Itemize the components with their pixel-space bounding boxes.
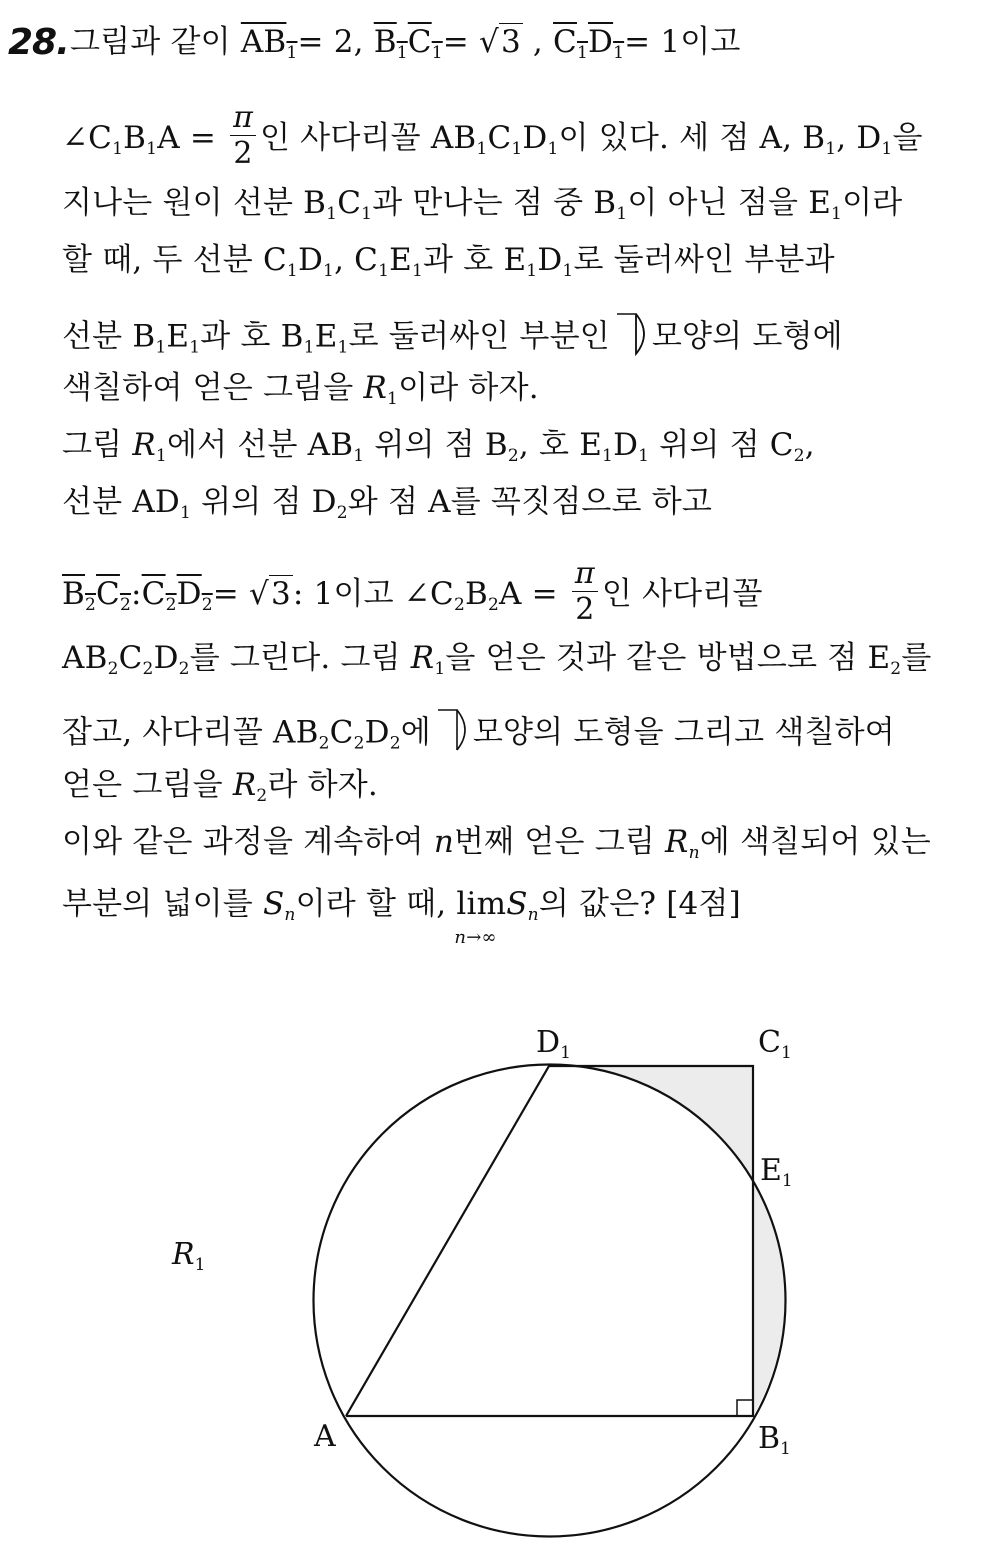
label-c1: $C_1$ xyxy=(758,1025,792,1063)
problem-line-9: $B_2C_2:C_2D_2= √3$: 1이고 $\angle C_2B_2A$ = $\frac{\pi}{2}$ 인 사다리꼴 xyxy=(62,556,763,627)
circumcircle xyxy=(314,1065,786,1537)
segment-ab1: $AB_1$ xyxy=(240,24,298,63)
problem-line-10: $AB_2C_2D_2$를 그린다. 그림 $R_1$을 얻은 것과 같은 방법으로 점 $E_2$를 xyxy=(62,640,932,679)
shaded-shape-icon-2 xyxy=(435,704,469,756)
problem-line-4: 할 때, 두 선분 $C_1D_1$, $C_1E_1$과 호 $E_1D_1$로 둘러싸인 부분과 xyxy=(62,242,835,281)
shaded-shape-icon xyxy=(614,308,648,360)
problem-line-13: 이와 같은 과정을 계속하여 n번째 얻은 그림 $R_n$에 색칠되어 있는 xyxy=(62,824,931,863)
problem-number: 28. xyxy=(8,22,69,63)
right-angle-marker xyxy=(737,1400,753,1416)
problem-line-6: 색칠하여 얻은 그림을 $R_1$이라 하자. xyxy=(62,370,539,409)
problem-line-7: 그림 $R_1$에서 선분 $AB_1$ 위의 점 $B_2$, 호 $E_1D_1$ 위의 점 $C_2$, xyxy=(62,427,815,466)
geometry-figure xyxy=(0,980,989,1560)
limit-expression: lim n→∞ xyxy=(454,886,507,948)
fraction-pi-over-2-second: $\frac{\pi}{2}$ xyxy=(572,557,598,628)
segment-c1d1: $C_1D_1$ xyxy=(553,24,625,63)
sqrt-3: √3 xyxy=(478,24,521,60)
label-r1: $R_1$ xyxy=(172,1237,206,1275)
problem-line-3: 지나는 원이 선분 $B_1C_1$과 만나는 점 중 $B_1$이 아닌 점을 $E_1$이라 xyxy=(62,185,903,224)
problem-line-2: $\angle C_1B_1A$ = $\frac{\pi}{2}$ 인 사다리꼴 $AB_1C_1D_1$이 있다. 세 점 A, $B_1$, $D_1$을 xyxy=(62,100,923,171)
sqrt-3-ratio: √3 xyxy=(248,576,291,612)
problem-line-12: 얻은 그림을 $R_2$라 하자. xyxy=(62,767,378,806)
shaded-region-top xyxy=(549,1066,753,1180)
label-b1: $B_1$ xyxy=(758,1421,791,1459)
trapezoid xyxy=(346,1066,753,1416)
label-e1: $E_1$ xyxy=(760,1153,793,1191)
problem-line-1: 그림과 같이 $AB_1= 2$, $B_1C_1= √3$ , $C_1D_1= 1$이고 xyxy=(70,24,741,63)
segment-b1c1: $B_1C_1$ xyxy=(373,24,443,63)
fraction-pi-over-2: $\frac{\pi}{2}$ xyxy=(230,101,256,172)
problem-line-11: 잡고, 사다리꼴 $AB_2C_2D_2$에 모양의 도형을 그리고 색칠하여 xyxy=(62,708,895,760)
label-a: A xyxy=(314,1419,336,1454)
label-d1: $D_1$ xyxy=(536,1025,571,1063)
segment-b2c2: $B_2C_2$ xyxy=(62,576,131,615)
segment-c2d2: $C_2D_2$ xyxy=(141,576,213,615)
problem-line-5: 선분 $B_1E_1$과 호 $B_1E_1$로 둘러싸인 부분인 모양의 도형에 xyxy=(62,312,843,364)
problem-line-8: 선분 $AD_1$ 위의 점 $D_2$와 점 A를 꼭짓점으로 하고 xyxy=(62,484,713,523)
problem-line-14: 부분의 넓이를 $S_n$이라 할 때, lim n→∞ $S_n$의 값은? [4점] xyxy=(62,886,741,948)
